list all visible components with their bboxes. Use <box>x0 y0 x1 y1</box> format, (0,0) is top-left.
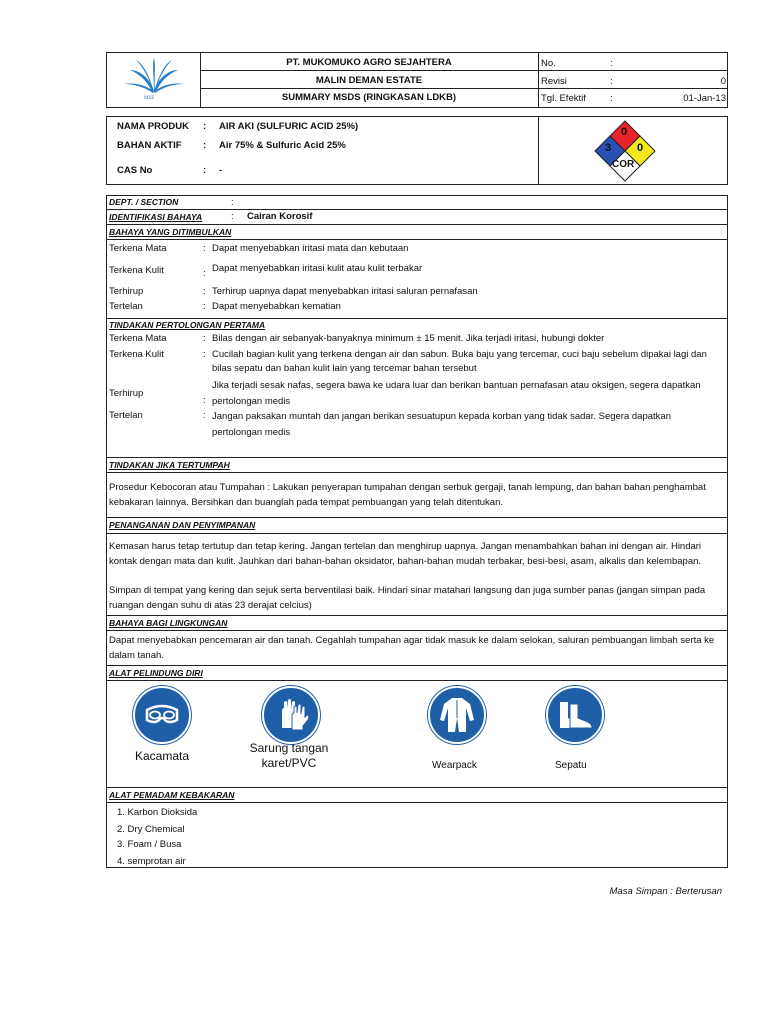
bahaya-sep-tertelan: : <box>203 301 206 312</box>
bahaya-text-mata: Dapat menyebabkan iritasi mata dan kebutaan <box>212 243 409 254</box>
logo-caption: MSE <box>144 96 155 101</box>
pemadam-item-2: 2. Dry Chemical <box>117 824 185 835</box>
pertolongan-sep-terhirup: : <box>203 395 206 406</box>
bahaya-text-terhirup: Terhirup uapnya dapat menyebabkan iritasi saluran pernafasan <box>212 286 478 297</box>
bahaya-sep-terhirup: : <box>203 286 206 297</box>
pemadam-item-4: 4. semprotan air <box>117 856 186 867</box>
bahaya-text-tertelan: Dapat menyebabkan kematian <box>212 301 341 312</box>
nfpa-reactivity: 0 <box>637 142 644 154</box>
boots-icon <box>548 688 602 742</box>
cas-sep: : <box>203 165 207 176</box>
pemadam-item-3: 3. Foam / Busa <box>117 839 182 850</box>
coverall-sign <box>428 686 486 744</box>
masa-simpan: Masa Simpan : Berterusan <box>609 886 722 897</box>
bahaya-label-tertelan: Tertelan <box>109 301 143 312</box>
penanganan-heading: PENANGANAN DAN PENYIMPANAN <box>109 520 256 530</box>
lingkungan-heading: BAHAYA BAGI LINGKUNGAN <box>109 618 228 628</box>
apd-heading: ALAT PELINDUNG DIRI <box>109 668 203 678</box>
goggles-icon <box>135 688 189 742</box>
tertumpah-text: Prosedur Kebocoran atau Tumpahan : Lakukan penyerapan tumpahan dengan serbuk gergaji, tanah lempung, dan bahan bahan penghambat kebakaran lainnya. Bersihkan dan buanglah pada tempat pembuangan yang telah ditentukan. <box>109 482 706 508</box>
divider <box>200 70 728 71</box>
apd-label-kacamata: Kacamata <box>135 749 190 763</box>
cas-value: - <box>219 165 223 176</box>
pertolongan-sep-tertelan: : <box>203 410 206 421</box>
lingkungan-text: Dapat menyebabkan pencemaran air dan tanah. Cegahlah tumpahan agar tidak masuk ke dalam selokan, saluran pembuangan limbah serta ke dalam tanah. <box>109 635 715 661</box>
penanganan-text-1: Kemasan harus tetap tertutup dan tetap kering. Jangan tertelan dan menghirup uapnya. Jangan menambahkan bahan ini dengan air. Hindari kontak dengan mata dan kulit. Jauhkan dari bahan-bahan oksidator, bahan-bahan mudah terbakar, besi-besi, asam, alkalis dan kelembapan. <box>109 541 702 567</box>
meta-revisi-sep: : <box>610 76 613 87</box>
divider <box>200 88 728 89</box>
boots-sign <box>546 686 604 744</box>
pertolongan-label-tertelan: Tertelan <box>109 410 143 421</box>
pertolongan-text-tertelan: Jangan paksakan muntah dan jangan berikan sesuatupun kepada korban yang tidak sadar. Segera dapatkan pertolongan medis <box>212 411 671 438</box>
apd-label-wearpack: Wearpack <box>432 760 477 771</box>
goggles-sign <box>133 686 191 744</box>
bahaya-sep-mata: : <box>203 243 206 254</box>
pertolongan-sep-mata: : <box>203 333 206 344</box>
estate-name: MALIN DEMAN ESTATE <box>315 75 423 86</box>
meta-tgl-value: 01-Jan-13 <box>683 93 726 104</box>
tertumpah-heading: TINDAKAN JIKA TERTUMPAH <box>109 460 230 470</box>
document-title: SUMMARY MSDS (RINGKASAN LDKB) <box>281 92 457 103</box>
identifikasi-label: IDENTIFIKASI BAHAYA <box>109 212 203 222</box>
cas-label: CAS No <box>117 165 153 176</box>
nfpa-health: 3 <box>605 142 612 154</box>
pemadam-heading: ALAT PEMADAM KEBAKARAN <box>109 790 235 800</box>
nama-produk-sep: : <box>203 121 207 132</box>
company-logo <box>122 56 186 106</box>
bahan-aktif-value: Air 75% & Sulfuric Acid 25% <box>219 140 346 151</box>
meta-no-label: No. <box>541 58 556 69</box>
company-name: PT. MUKOMUKO AGRO SEJAHTERA <box>286 57 452 68</box>
meta-revisi-label: Revisi <box>541 76 567 87</box>
bahaya-text-kulit: Dapat menyebabkan iritasi kulit atau kulit terbakar <box>212 263 423 274</box>
bahaya-label-terhirup: Terhirup <box>109 286 144 297</box>
bahaya-label-mata: Terkena Mata <box>109 243 167 254</box>
bahan-aktif-sep: : <box>203 140 207 151</box>
divider <box>538 52 539 108</box>
meta-tgl-label: Tgl. Efektif <box>541 93 586 104</box>
pertolongan-label-terhirup: Terhirup <box>109 388 144 399</box>
gloves-sign <box>262 686 320 744</box>
nfpa-special: COR <box>612 159 635 170</box>
dept-sep: : <box>231 197 234 208</box>
pertolongan-text-terhirup: Jika terjadi sesak nafas, segera bawa ke udara luar dan berikan bantuan pernafasan atau oksigen, segera dapatkan pertolongan medis <box>212 380 701 407</box>
apd-label-sarung: Sarung tangan karet/PVC <box>249 741 329 770</box>
nama-produk-label: NAMA PRODUK <box>117 121 189 132</box>
pemadam-item-1: 1. Karbon Dioksida <box>117 807 198 818</box>
bahaya-heading: BAHAYA YANG DITIMBULKAN <box>109 227 232 237</box>
nfpa-diamond <box>593 119 657 183</box>
gloves-icon <box>264 688 318 742</box>
pertolongan-heading: TINDAKAN PERTOLONGAN PERTAMA <box>109 320 266 330</box>
bahaya-label-kulit: Terkena Kulit <box>109 265 164 276</box>
coverall-icon <box>430 688 484 742</box>
nama-produk-value: AIR AKI (SULFURIC ACID 25%) <box>219 121 359 132</box>
apd-label-sepatu: Sepatu <box>555 760 587 771</box>
nfpa-flammability: 0 <box>621 126 628 138</box>
penanganan-text-2: Simpan di tempat yang kering dan sejuk serta berventilasi baik. Hindari sinar matahari langsung dan juga sumber panas (jangan simpan pada ruangan dengan suhu di atas 23 derajat celcius) <box>109 585 706 611</box>
pertolongan-label-mata: Terkena Mata <box>109 333 167 344</box>
pertolongan-text-kulit: Cucilah bagian kulit yang terkena dengan air dan sabun. Buka baju yang tercemar, cuci baju sebelum dipakai lagi dan bilas sepatu dan bahan kulit lain yang tercemar bahan tersebut <box>212 349 707 374</box>
meta-tgl-sep: : <box>610 93 613 104</box>
meta-no-sep: : <box>610 58 613 69</box>
pertolongan-sep-kulit: : <box>203 349 206 360</box>
dept-label: DEPT. / SECTION <box>109 197 179 207</box>
identifikasi-sep: : <box>231 211 234 222</box>
pertolongan-label-kulit: Terkena Kulit <box>109 349 164 360</box>
bahaya-sep-kulit: : <box>203 268 206 279</box>
pertolongan-text-mata: Bilas dengan air sebanyak-banyaknya minimum ± 15 menit. Jika terjadi iritasi, hubungi dokter <box>212 333 605 344</box>
divider <box>538 116 539 185</box>
identifikasi-value: Cairan Korosif <box>247 211 313 222</box>
bahan-aktif-label: BAHAN AKTIF <box>117 140 182 151</box>
meta-revisi-value: 0 <box>720 76 726 87</box>
